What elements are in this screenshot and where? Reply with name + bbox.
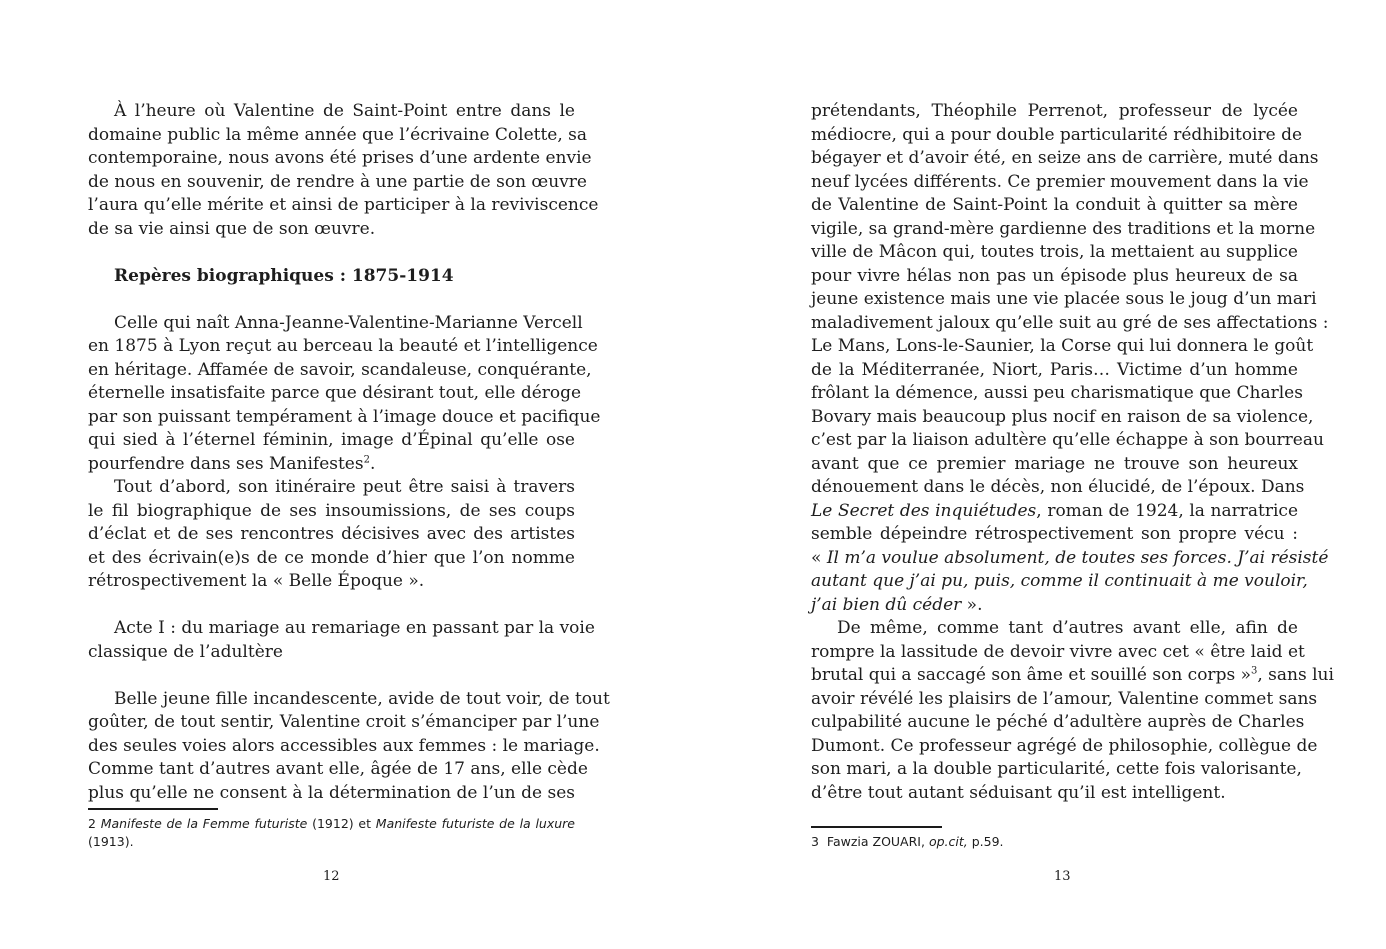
quote-line (811, 594, 1298, 618)
text-line: c’est par la liaison adultère qu’elle échappe à son bourreau (811, 430, 1324, 450)
footnote-ref[interactable]: 3 (1250, 665, 1258, 677)
footnote-ref[interactable]: 2 (363, 453, 370, 465)
text-line: médiocre, qui a pour double particularité rédhibitoire de (811, 124, 1303, 145)
text-line: Bovary mais beaucoup plus nocif en raison de sa violence, (811, 406, 1314, 427)
text-line: éternelle insatisfaite parce que désirant tout, elle déroge (88, 383, 582, 403)
text-fragment: . (369, 453, 376, 474)
right-page-body (811, 100, 1334, 805)
text-line: rétrospectivement la « Belle Époque ». (88, 571, 425, 591)
text-line: De même, comme tant d’autres avant elle, afin de (837, 618, 1298, 638)
text-line: ville de Mâcon qui, toutes trois, la mettaient au supplice (811, 242, 1298, 262)
footnote-ref-text: op.cit, (928, 834, 968, 849)
text-line: avant que ce premier mariage ne trouve son heureux (811, 453, 1298, 474)
footnote-text: et (358, 816, 372, 831)
book-title: Le Secret des inquiétudes (811, 500, 1037, 521)
text-line: Comme tant d’autres avant elle, âgée de 17 ans, elle cède (88, 759, 588, 779)
footnote-year: (1912) (312, 816, 354, 831)
footnote-title: Manifeste futuriste de la luxure (375, 816, 575, 831)
text-line: goûter, de tout sentir, Valentine croit s’émanciper par l’une (88, 712, 600, 732)
text-line: l’aura qu’elle mérite et ainsi de participer à la reviviscence (88, 195, 599, 215)
text-line: des seules voies alors accessibles aux femmes : le mariage. (88, 735, 600, 756)
section-heading: Repères biographiques : 1875-1914 (114, 265, 454, 286)
text-line: À l’heure où Valentine de Saint-Point entre dans le (114, 101, 575, 121)
quote-text: autant que j’ai pu, puis, comme il continuait à me vouloir, (811, 571, 1308, 591)
quote-text: Il m’a voulue absolument, de toutes ses forces. J’ai résisté (826, 547, 1329, 568)
text-line: son mari, a la double particularité, cette fois valorisante, (811, 759, 1302, 779)
act-heading: classique de l’adultère (88, 641, 283, 662)
text-fragment: brutal qui a saccagé son âme et souillé son corps » (811, 665, 1251, 685)
footnote-number: 2 (88, 816, 96, 831)
quote-open: « (811, 547, 827, 568)
text-line (811, 500, 1298, 524)
text-line: de la Méditerranée, Niort, Paris… Victime d’un homme (811, 359, 1298, 380)
footnote-divider (88, 808, 218, 810)
text-line: Dumont. Ce professeur agrégé de philosophie, collègue de (811, 735, 1318, 756)
footnote-year: (1913). (88, 833, 134, 849)
footnote-author: Fawzia ZOUARI, (826, 834, 925, 849)
text-line: contemporaine, nous avons été prises d’une ardente envie (88, 148, 592, 168)
text-line: domaine public la même année que l’écrivaine Colette, sa (88, 124, 588, 145)
text-line: de nous en souvenir, de rendre à une partie de son œuvre (88, 171, 587, 192)
text-fragment: , sans lui (1257, 665, 1334, 685)
text-line: d’éclat et de ses rencontres décisives avec des artistes (88, 524, 575, 544)
text-line (811, 664, 1334, 688)
text-line: prétendants, Théophile Perrenot, professeur de lycée (811, 101, 1298, 121)
text-line: de Valentine de Saint-Point la conduit à quitter sa mère (811, 195, 1298, 215)
footnote-divider (811, 826, 942, 828)
text-line: semble dépeindre rétrospectivement son propre vécu : (811, 524, 1298, 544)
text-line: neuf lycées différents. Ce premier mouvement dans la vie (811, 171, 1309, 192)
text-line: dénouement dans le décès, non élucidé, de l’époux. Dans (811, 477, 1305, 497)
quote-text: j’ai bien dû céder (811, 594, 962, 615)
footnote-3 (811, 833, 1298, 851)
text-line: frôlant la démence, aussi peu charismatique que Charles (811, 383, 1303, 403)
page-number: 12 (323, 869, 340, 884)
footnote-page: p.59. (971, 834, 1004, 849)
text-line: plus qu’elle ne consent à la détermination de l’un de ses (88, 782, 575, 803)
text-line: le fil biographique de ses insoumissions, de ses coups (88, 500, 575, 521)
left-page-body (88, 100, 610, 805)
text-line: qui sied à l’éternel féminin, image d’Épinal qu’elle ose (88, 430, 575, 450)
footnote-number: 3 (811, 834, 819, 849)
quote-line (811, 570, 1308, 594)
text-line (88, 453, 575, 477)
text-fragment: , roman de 1924, la narratrice (1036, 500, 1299, 521)
text-line: en héritage. Affamée de savoir, scandaleuse, conquérante, (88, 359, 592, 380)
text-line: vigile, sa grand-mère gardienne des traditions et la morne (811, 218, 1316, 239)
text-line: et des écrivain(e)s de ce monde d’hier que l’on nomme (88, 547, 575, 568)
text-fragment: pourfendre dans ses Manifestes (88, 453, 364, 474)
text-line: Tout d’abord, son itinéraire peut être saisi à travers (114, 477, 575, 497)
right-page (693, 0, 1386, 949)
text-line: avoir révélé les plaisirs de l’amour, Valentine commet sans (811, 688, 1318, 709)
text-line: Le Mans, Lons-le-Saunier, la Corse qui lui donnera le goût (811, 336, 1314, 356)
act-heading: Acte I : du mariage au remariage en passant par la voie (114, 618, 595, 638)
text-line: de sa vie ainsi que de son œuvre. (88, 218, 376, 239)
page-number: 13 (1054, 869, 1071, 884)
text-line: Celle qui naît Anna-Jeanne-Valentine-Marianne Vercell (114, 312, 583, 333)
quote-close: ». (961, 594, 983, 615)
text-line: pour vivre hélas non pas un épisode plus heureux de sa (811, 265, 1298, 286)
text-line: jeune existence mais une vie placée sous le joug d’un mari (811, 289, 1317, 309)
text-line: rompre la lassitude de devoir vivre avec cet « être laid et (811, 641, 1305, 662)
text-line: culpabilité aucune le péché d’adultère auprès de Charles (811, 712, 1305, 732)
text-line: bégayer et d’avoir été, en seize ans de carrière, muté dans (811, 148, 1319, 168)
footnote-2 (88, 815, 575, 850)
text-line: d’être tout autant séduisant qu’il est intelligent. (811, 782, 1226, 803)
footnote-title: Manifeste de la Femme futuriste (100, 816, 308, 831)
text-line: maladivement jaloux qu’elle suit au gré de ses affectations : (811, 312, 1329, 333)
quote-line (811, 547, 1329, 571)
text-line: Belle jeune fille incandescente, avide de tout voir, de tout (114, 688, 610, 709)
text-line: par son puissant tempérament à l’image douce et pacifique (88, 406, 601, 427)
text-line: en 1875 à Lyon reçut au berceau la beauté et l’intelligence (88, 336, 598, 356)
